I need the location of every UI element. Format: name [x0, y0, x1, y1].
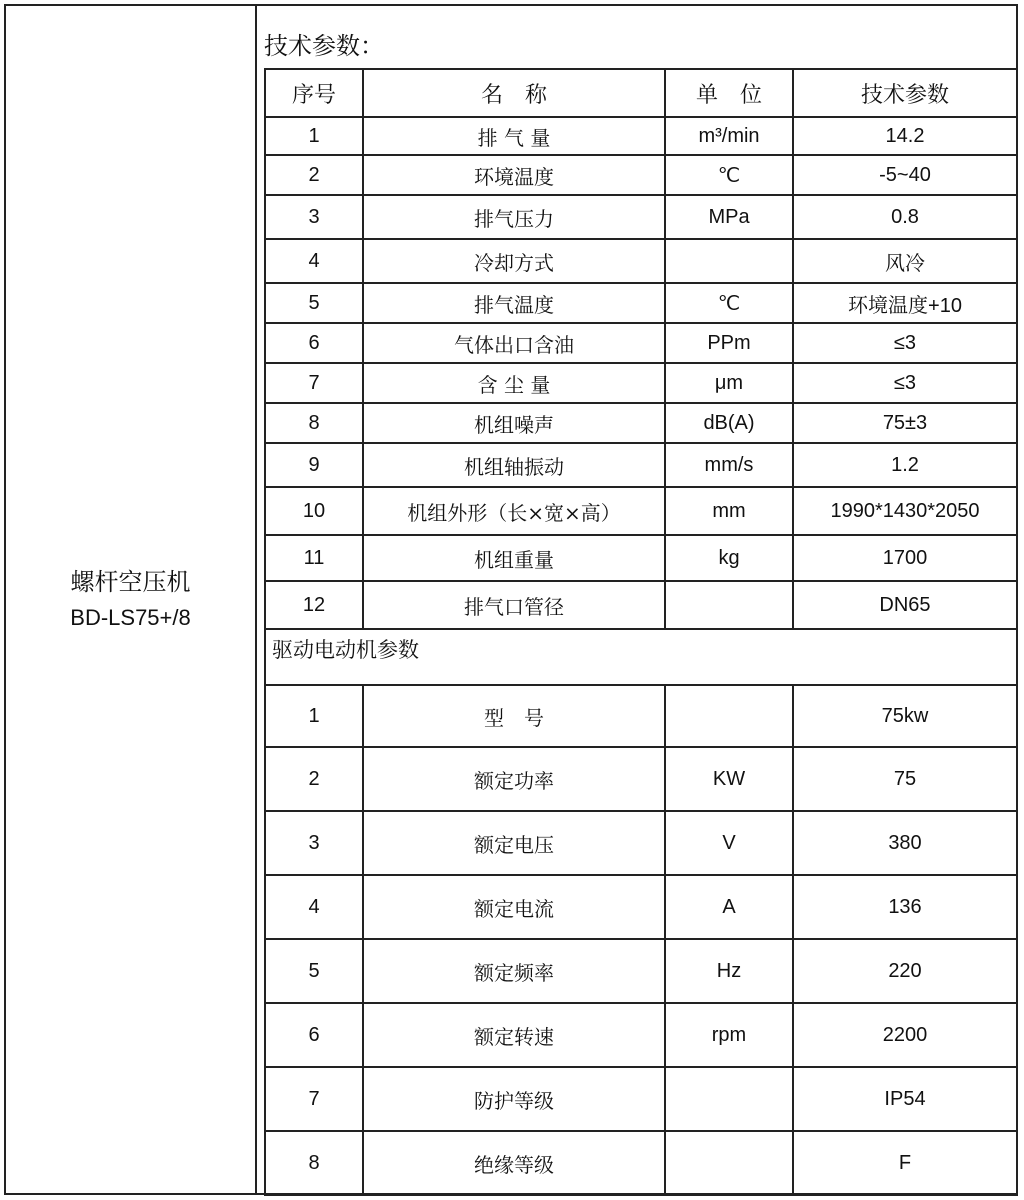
- table-header-row: [265, 69, 1017, 117]
- table-row: [265, 155, 1017, 195]
- cell-name: 排 气 量: [363, 117, 665, 155]
- cell-value: -5~40: [793, 155, 1017, 195]
- cell-unit: [665, 1067, 793, 1131]
- cell-no: 8: [265, 403, 363, 443]
- cell-no: 8: [265, 1131, 363, 1195]
- table-row: [265, 535, 1017, 581]
- table-row: [265, 875, 1017, 939]
- cell-unit: rpm: [665, 1003, 793, 1067]
- cell-unit: ℃: [665, 283, 793, 323]
- table-row: [265, 443, 1017, 487]
- table-row: [265, 685, 1017, 747]
- cell-no: 11: [265, 535, 363, 581]
- cell-no: 9: [265, 443, 363, 487]
- cell-unit: [665, 1131, 793, 1195]
- cell-unit: Hz: [665, 939, 793, 1003]
- cell-value: 75: [793, 747, 1017, 811]
- table-row: [265, 283, 1017, 323]
- model-code: BD-LS75+/8: [70, 604, 191, 630]
- table-row: [265, 487, 1017, 535]
- cell-value: 环境温度+10: [793, 283, 1017, 323]
- table-row: [265, 939, 1017, 1003]
- cell-name: 气体出口含油: [363, 323, 665, 363]
- cell-no: 10: [265, 487, 363, 535]
- cell-value: 1990*1430*2050: [793, 487, 1017, 535]
- cell-no: 3: [265, 195, 363, 239]
- table-row: [265, 239, 1017, 283]
- cell-unit: PPm: [665, 323, 793, 363]
- cell-no: 7: [265, 363, 363, 403]
- cell-no: 2: [265, 747, 363, 811]
- cell-name: 机组轴振动: [363, 443, 665, 487]
- cell-unit: [665, 581, 793, 629]
- cell-unit: [665, 685, 793, 747]
- cell-name: 防护等级: [363, 1067, 665, 1131]
- table-row: [265, 1067, 1017, 1131]
- table-row: [265, 581, 1017, 629]
- cell-no: 1: [265, 685, 363, 747]
- cell-no: 5: [265, 283, 363, 323]
- cell-value: IP54: [793, 1067, 1017, 1131]
- header-no: 序号: [265, 69, 363, 117]
- cell-name: 额定电流: [363, 875, 665, 939]
- cell-unit: V: [665, 811, 793, 875]
- cell-name: 冷却方式: [363, 239, 665, 283]
- model-name: 螺杆空压机: [70, 567, 191, 596]
- cell-no: 5: [265, 939, 363, 1003]
- cell-name: 机组噪声: [363, 403, 665, 443]
- table-row: [265, 363, 1017, 403]
- cell-value: F: [793, 1131, 1017, 1195]
- cell-name: 额定功率: [363, 747, 665, 811]
- header-unit: 单 位: [665, 69, 793, 117]
- column-divider: [255, 6, 257, 1193]
- cell-name: 绝缘等级: [363, 1131, 665, 1195]
- cell-unit: MPa: [665, 195, 793, 239]
- cell-value: 2200: [793, 1003, 1017, 1067]
- cell-name: 含 尘 量: [363, 363, 665, 403]
- table-row: [265, 117, 1017, 155]
- cell-value: ≤3: [793, 323, 1017, 363]
- cell-value: 1700: [793, 535, 1017, 581]
- cell-value: DN65: [793, 581, 1017, 629]
- table-row: [265, 195, 1017, 239]
- cell-name: 排气压力: [363, 195, 665, 239]
- cell-name: 排气温度: [363, 283, 665, 323]
- cell-value: 0.8: [793, 195, 1017, 239]
- table-row: [265, 323, 1017, 363]
- cell-unit: KW: [665, 747, 793, 811]
- cell-unit: kg: [665, 535, 793, 581]
- cell-value: 75±3: [793, 403, 1017, 443]
- cell-no: 12: [265, 581, 363, 629]
- cell-no: 7: [265, 1067, 363, 1131]
- cell-no: 2: [265, 155, 363, 195]
- cell-unit: mm/s: [665, 443, 793, 487]
- cell-value: ≤3: [793, 363, 1017, 403]
- cell-no: 4: [265, 875, 363, 939]
- table-row: [265, 747, 1017, 811]
- cell-unit: [665, 239, 793, 283]
- cell-no: 1: [265, 117, 363, 155]
- cell-name: 机组重量: [363, 535, 665, 581]
- cell-value: 14.2: [793, 117, 1017, 155]
- cell-value: 136: [793, 875, 1017, 939]
- cell-no: 4: [265, 239, 363, 283]
- cell-unit: dB(A): [665, 403, 793, 443]
- cell-unit: ℃: [665, 155, 793, 195]
- cell-no: 3: [265, 811, 363, 875]
- model-cell: [6, 6, 255, 1193]
- cell-name: 额定频率: [363, 939, 665, 1003]
- cell-name: 额定电压: [363, 811, 665, 875]
- cell-name: 额定转速: [363, 1003, 665, 1067]
- header-value: 技术参数: [793, 69, 1017, 117]
- cell-value: 1.2: [793, 443, 1017, 487]
- cell-value: 380: [793, 811, 1017, 875]
- table-row: [265, 403, 1017, 443]
- header-name: 名 称: [363, 69, 665, 117]
- motor-section-row: [265, 629, 1017, 685]
- cell-unit: m³/min: [665, 117, 793, 155]
- cell-unit: μm: [665, 363, 793, 403]
- table-row: [265, 1131, 1017, 1195]
- cell-value: 220: [793, 939, 1017, 1003]
- cell-name: 排气口管径: [363, 581, 665, 629]
- section-title: 技术参数：: [264, 32, 384, 60]
- cell-no: 6: [265, 1003, 363, 1067]
- cell-no: 6: [265, 323, 363, 363]
- cell-name: 机组外形（长×宽×高）: [363, 487, 665, 535]
- cell-value: 风冷: [793, 239, 1017, 283]
- cell-unit: mm: [665, 487, 793, 535]
- cell-value: 75kw: [793, 685, 1017, 747]
- spec-table: [264, 68, 1018, 1196]
- cell-unit: A: [665, 875, 793, 939]
- cell-name: 型 号: [363, 685, 665, 747]
- cell-name: 环境温度: [363, 155, 665, 195]
- table-row: [265, 1003, 1017, 1067]
- motor-section-title: 驱动电动机参数: [265, 629, 1017, 685]
- table-row: [265, 811, 1017, 875]
